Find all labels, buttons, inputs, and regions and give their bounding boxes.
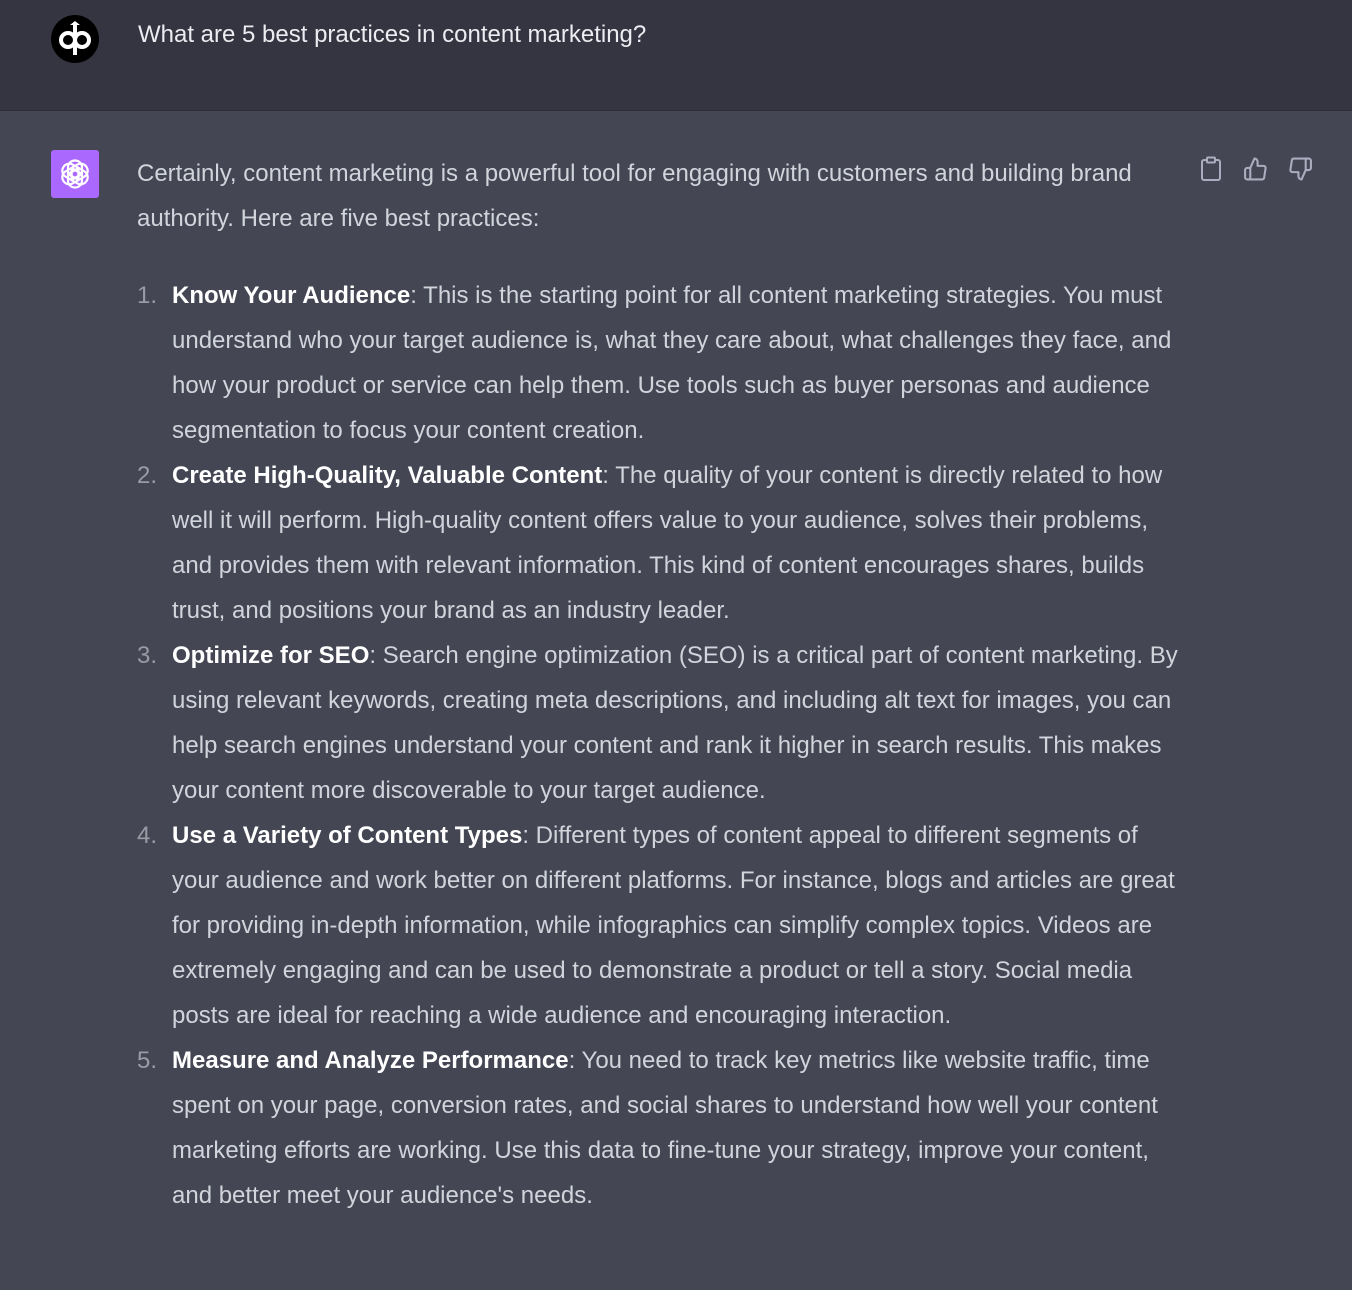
thumbs-up-button[interactable] bbox=[1243, 155, 1268, 183]
list-item-title: Know Your Audience bbox=[172, 282, 411, 309]
best-practices-list bbox=[137, 273, 1185, 1218]
list-item bbox=[137, 1038, 1185, 1218]
list-item bbox=[137, 273, 1185, 453]
openai-logo-icon bbox=[57, 156, 93, 192]
list-item-title: Use a Variety of Content Types bbox=[172, 822, 523, 849]
list-item bbox=[137, 813, 1185, 1038]
list-number: 5. bbox=[137, 1047, 158, 1074]
user-message-text: What are 5 best practices in content marketing? bbox=[138, 21, 647, 48]
list-item-body: : This is the starting point for all content marketing strategies. You must understand who your target audience is, what they care about, what challenges they face, and how your product or service can help them. Use tools such as buyer personas and audience segmentation to focus your content creation. bbox=[172, 282, 1172, 444]
user-logo-icon bbox=[55, 19, 95, 59]
thumbs-down-button[interactable] bbox=[1288, 155, 1313, 183]
assistant-avatar bbox=[51, 150, 99, 198]
assistant-intro: Certainly, content marketing is a powerful tool for engaging with customers and building brand authority. Here are five best practices: bbox=[137, 160, 1132, 232]
list-item-body: : You need to track key metrics like website traffic, time spent on your page, conversion rates, and social shares to understand how well your content marketing efforts are working. Use this data to fine-tune your strategy, improve your content, and better meet your audience's needs. bbox=[172, 1047, 1158, 1209]
clipboard-icon bbox=[1200, 156, 1222, 182]
list-item-title: Measure and Analyze Performance bbox=[172, 1047, 569, 1074]
thumbs-down-icon bbox=[1288, 156, 1313, 182]
list-number: 2. bbox=[137, 462, 158, 489]
list-item-body: : The quality of your content is directly related to how well it will perform. High-quality content offers value to your audience, solves their problems, and provides them with relevant information. This kind of content encourages shares, builds trust, and positions your brand as an industry leader. bbox=[172, 462, 1163, 624]
list-item bbox=[137, 633, 1185, 813]
list-number: 1. bbox=[137, 282, 158, 309]
user-message-row bbox=[0, 0, 1352, 111]
copy-button[interactable] bbox=[1198, 155, 1223, 183]
list-item-body: : Search engine optimization (SEO) is a critical part of content marketing. By using relevant keywords, creating meta descriptions, and including alt text for images, you can help search engines understand your content and rank it higher in search results. This makes your content more discoverable to your target audience. bbox=[172, 642, 1178, 804]
assistant-message-row bbox=[0, 111, 1352, 1290]
list-item bbox=[137, 453, 1185, 633]
list-item-body: : Different types of content appeal to different segments of your audience and work better on different platforms. For instance, blogs and articles are great for providing in-depth information, while infographics can simplify complex topics. Videos are extremely engaging and can be used to demonstrate a product or tell a story. Social media posts are ideal for reaching a wide audience and encouraging interaction. bbox=[172, 822, 1175, 1029]
list-number: 4. bbox=[137, 822, 158, 849]
thumbs-up-icon bbox=[1243, 156, 1268, 182]
user-avatar bbox=[51, 15, 99, 63]
list-number: 3. bbox=[137, 642, 158, 669]
list-item-title: Create High-Quality, Valuable Content bbox=[172, 462, 603, 489]
assistant-message bbox=[137, 151, 1185, 1218]
list-item-title: Optimize for SEO bbox=[172, 642, 370, 669]
message-actions bbox=[1198, 155, 1313, 183]
